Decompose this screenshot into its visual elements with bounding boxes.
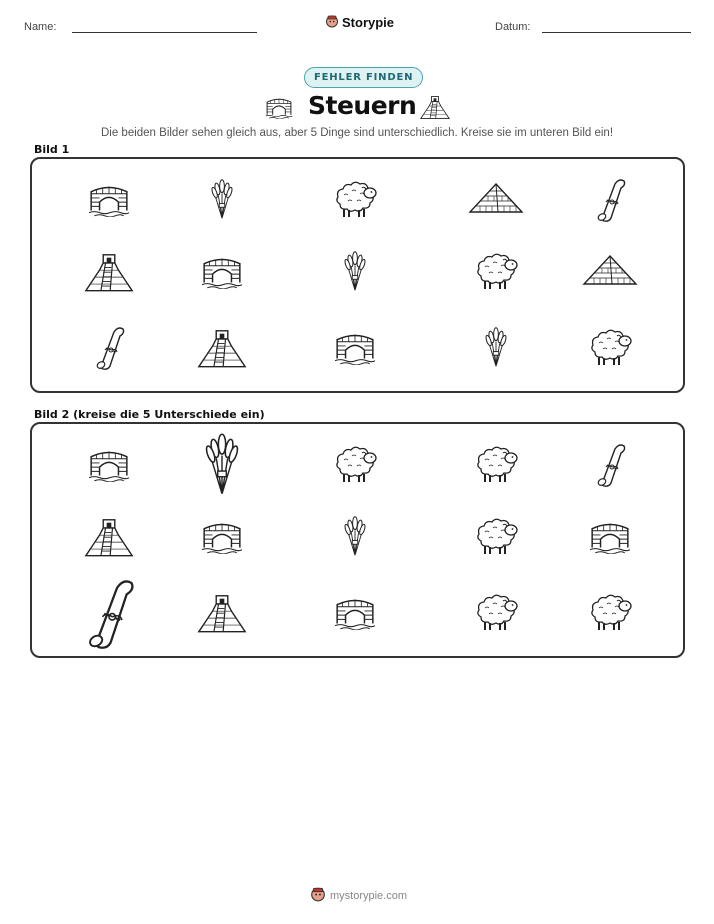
picture2-sheep-icon[interactable] — [473, 592, 519, 632]
picture1-sheep-icon — [332, 179, 378, 219]
picture1-label: Bild 1 — [34, 143, 70, 156]
picture1-bridge-icon — [88, 181, 130, 217]
page-title: Steuern — [308, 91, 417, 120]
picture2-sheep-icon[interactable] — [473, 444, 519, 484]
picture1-scroll-icon — [92, 324, 126, 370]
name-label: Name: — [24, 21, 57, 33]
activity-badge: FEHLER FINDEN — [304, 67, 423, 88]
brand-logo — [325, 14, 394, 31]
picture1-sheep-icon — [473, 251, 519, 291]
date-line[interactable] — [542, 32, 691, 33]
bridge-icon — [265, 95, 293, 119]
picture2-sheep-icon[interactable] — [332, 444, 378, 484]
date-label: Datum: — [495, 21, 531, 33]
picture2-bridge-icon[interactable] — [589, 518, 631, 554]
picture1-panel — [30, 157, 685, 393]
picture1-wheat-icon — [211, 178, 233, 220]
picture1-stepped-pyramid-icon — [196, 325, 248, 369]
brand-name: Storypie — [342, 15, 395, 30]
picture2-sheep-icon[interactable] — [473, 516, 519, 556]
instructions: Die beiden Bilder sehen gleich aus, aber 5 Dinge sind unterschiedlich. Kreise sie im unteren Bild ein! — [100, 127, 614, 139]
picture1-wheat-icon — [485, 326, 507, 368]
picture1-wheat-icon — [344, 250, 366, 292]
picture2-scroll-icon[interactable] — [593, 441, 627, 487]
picture1-scroll-icon — [593, 176, 627, 222]
footer — [310, 886, 407, 905]
footer-site[interactable]: mystorypie.com — [330, 889, 408, 902]
picture2-label: Bild 2 (kreise die 5 Unterschiede ein) — [34, 408, 265, 421]
picture1-bridge-icon — [201, 253, 243, 289]
picture1-sheep-icon — [587, 327, 633, 367]
picture1-bridge-icon — [334, 329, 376, 365]
storypie-mascot-icon — [310, 886, 326, 905]
picture2-wheat-icon[interactable] — [205, 432, 239, 496]
stepped-pyramid-icon — [419, 93, 451, 120]
picture2-bridge-icon[interactable] — [88, 446, 130, 482]
picture2-bridge-icon[interactable] — [334, 594, 376, 630]
picture2-bridge-icon[interactable] — [201, 518, 243, 554]
picture2-stepped-pyramid-icon[interactable] — [83, 514, 135, 558]
picture2-wheat-icon[interactable] — [344, 515, 366, 557]
picture2-stepped-pyramid-icon[interactable] — [196, 590, 248, 634]
picture1-pyramid-icon — [468, 182, 524, 216]
picture2-sheep-icon[interactable] — [587, 592, 633, 632]
picture2-panel[interactable] — [30, 422, 685, 658]
picture1-pyramid-icon — [582, 254, 638, 288]
storypie-mascot-icon — [325, 14, 339, 31]
name-line[interactable] — [72, 32, 257, 33]
picture1-stepped-pyramid-icon — [83, 249, 135, 293]
picture2-scroll-icon[interactable] — [81, 575, 137, 649]
